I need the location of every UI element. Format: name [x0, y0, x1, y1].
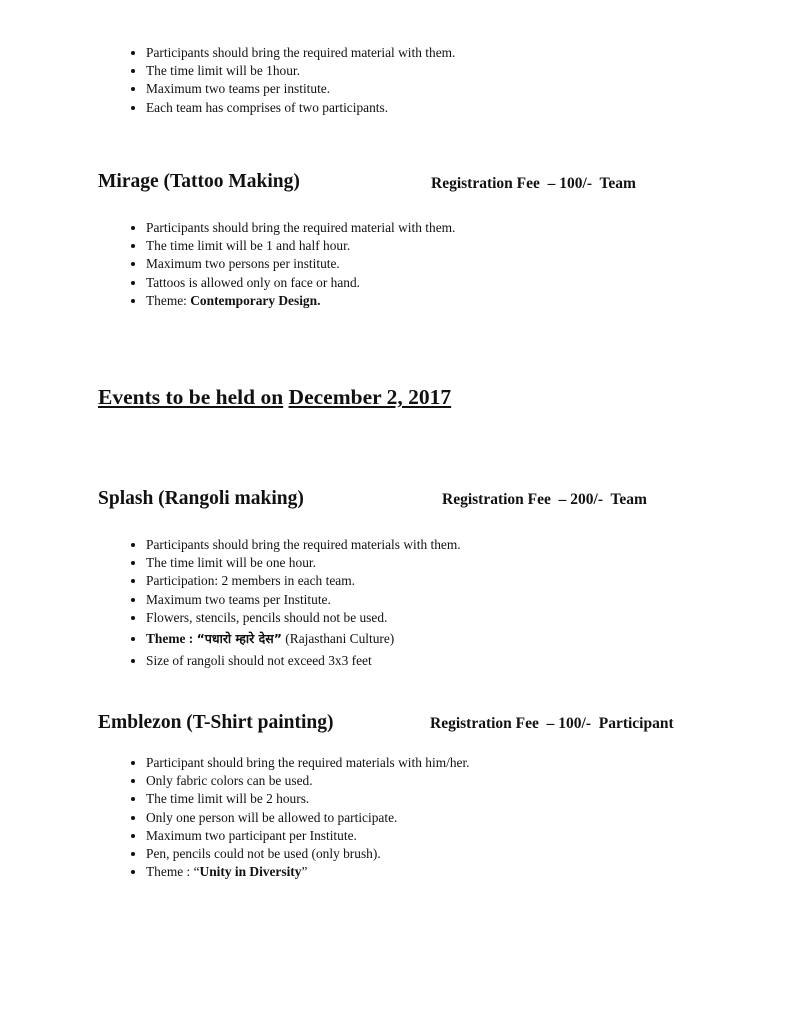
theme-label: Theme :	[146, 631, 197, 647]
list-item: • Maximum two persons per institute.	[146, 255, 455, 273]
list-item: • Participant should bring the required materials with him/her.	[146, 754, 470, 772]
list-item: • Each team has comprises of two participants.	[146, 99, 455, 117]
list-item: • Participants should bring the required material with them.	[146, 44, 455, 62]
theme-note: (Rajasthani Culture)	[281, 631, 395, 647]
list-item: • Participants should bring the required materials with them.	[146, 536, 461, 554]
list-item: • Tattoos is allowed only on face or hand.	[146, 274, 455, 292]
list-item: • The time limit will be 1hour.	[146, 62, 455, 80]
theme-value: Unity in Diversity	[199, 864, 302, 880]
list-item: • Participation: 2 members in each team.	[146, 572, 461, 590]
list-item: • Only one person will be allowed to participate.	[146, 809, 470, 827]
events-date-heading	[98, 385, 451, 410]
list-item	[146, 863, 470, 881]
list-item: • The time limit will be 2 hours.	[146, 790, 470, 808]
list-item: • The time limit will be one hour.	[146, 554, 461, 572]
mirage-rules-list	[98, 219, 455, 310]
list-item: • Maximum two teams per Institute.	[146, 591, 461, 609]
list-item	[146, 630, 461, 648]
list-item: • Maximum two participant per Institute.	[146, 827, 470, 845]
list-item	[146, 292, 455, 310]
list-item: • Participants should bring the required material with them.	[146, 219, 455, 237]
list-item: • Only fabric colors can be used.	[146, 772, 470, 790]
list-item: • The time limit will be 1 and half hour.	[146, 237, 455, 255]
theme-label: Theme:	[146, 292, 191, 308]
mirage-heading: Mirage (Tattoo Making)	[98, 171, 300, 192]
theme-value: “पधारो म्हारे देस”	[196, 631, 282, 647]
splash-registration-fee: Registration Fee – 200/- Team	[442, 491, 647, 508]
theme-label: Theme : “	[146, 864, 200, 880]
splash-heading: Splash (Rangoli making)	[98, 488, 304, 509]
theme-value: Contemporary Design.	[190, 292, 321, 308]
mirage-registration-fee: Registration Fee – 100/- Team	[431, 175, 636, 192]
emblezon-rules-list	[98, 754, 470, 881]
splash-rules-list	[98, 536, 461, 670]
events-heading-text: Events to be held on	[98, 385, 284, 409]
list-item: • Flowers, stencils, pencils should not be used.	[146, 609, 461, 627]
list-item: • Maximum two teams per institute.	[146, 80, 455, 98]
events-date: December 2, 2017	[288, 385, 452, 409]
bullet-list-top	[98, 44, 455, 117]
list-item: • Size of rangoli should not exceed 3x3 feet	[146, 652, 461, 670]
theme-close-quote: ”	[301, 864, 308, 880]
emblezon-registration-fee: Registration Fee – 100/- Participant	[430, 715, 674, 732]
list-item: • Pen, pencils could not be used (only brush).	[146, 845, 470, 863]
emblezon-heading: Emblezon (T-Shirt painting)	[98, 712, 334, 733]
